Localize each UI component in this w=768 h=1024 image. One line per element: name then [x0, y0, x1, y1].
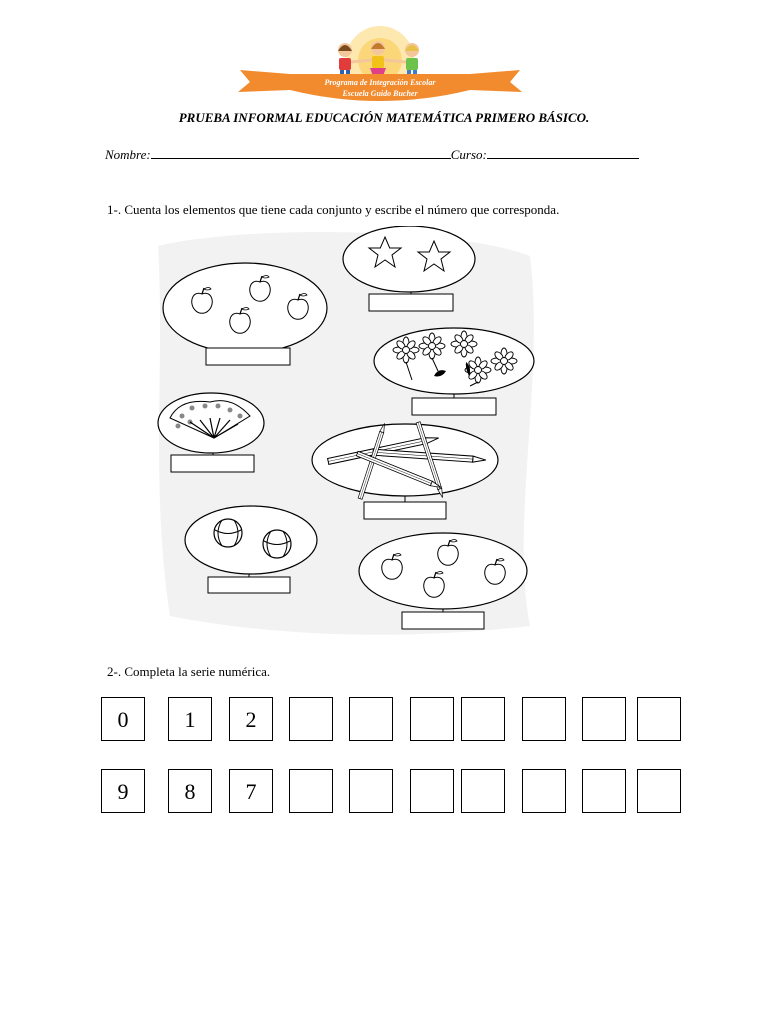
name-field[interactable] — [151, 146, 451, 159]
question-1-text: 1-. Cuenta los elementos que tiene cada conjunto y escribe el número que corresponda. — [107, 202, 560, 217]
page-title: PRUEBA INFORMAL EDUCACIÓN MATEMÁTICA PRIMERO BÁSICO. — [178, 110, 590, 125]
series-answer-box[interactable] — [289, 769, 333, 813]
series-answer-box[interactable] — [637, 697, 681, 741]
series-answer-box[interactable] — [582, 769, 626, 813]
answer-box-fan[interactable] — [171, 455, 254, 472]
sets-illustration — [150, 226, 540, 636]
name-label: Nombre: — [105, 147, 151, 162]
series-box: 0 — [101, 697, 145, 741]
series-answer-box[interactable] — [637, 769, 681, 813]
logo-line-2: Escuela Guido Bucher — [342, 89, 418, 98]
series-box: 2 — [229, 697, 273, 741]
series-answer-box[interactable] — [289, 697, 333, 741]
answer-box-stars[interactable] — [369, 294, 453, 311]
answer-box-flowers[interactable] — [412, 398, 496, 415]
series-answer-box[interactable] — [410, 697, 454, 741]
question-2-text: 2-. Completa la serie numérica. — [107, 664, 271, 679]
series-box: 8 — [168, 769, 212, 813]
answer-box-apples-1[interactable] — [206, 348, 290, 365]
answer-box-apples-2[interactable] — [402, 612, 484, 629]
course-field[interactable] — [487, 146, 639, 159]
set-fan — [158, 393, 264, 472]
logo-line-1: Programa de Integración Escolar — [324, 78, 436, 87]
series-box: 7 — [229, 769, 273, 813]
series-box: 1 — [168, 697, 212, 741]
series-answer-box[interactable] — [582, 697, 626, 741]
series-answer-box[interactable] — [522, 697, 566, 741]
series-answer-box[interactable] — [522, 769, 566, 813]
series-answer-box[interactable] — [410, 769, 454, 813]
course-label: Curso: — [450, 147, 487, 162]
answer-box-pencils[interactable] — [364, 502, 446, 519]
series-answer-box[interactable] — [349, 769, 393, 813]
answer-box-balls[interactable] — [208, 577, 290, 593]
series-answer-box[interactable] — [349, 697, 393, 741]
series-box: 9 — [101, 769, 145, 813]
series-answer-box[interactable] — [461, 769, 505, 813]
student-info-line — [105, 146, 639, 163]
series-answer-box[interactable] — [461, 697, 505, 741]
school-logo — [230, 22, 530, 112]
